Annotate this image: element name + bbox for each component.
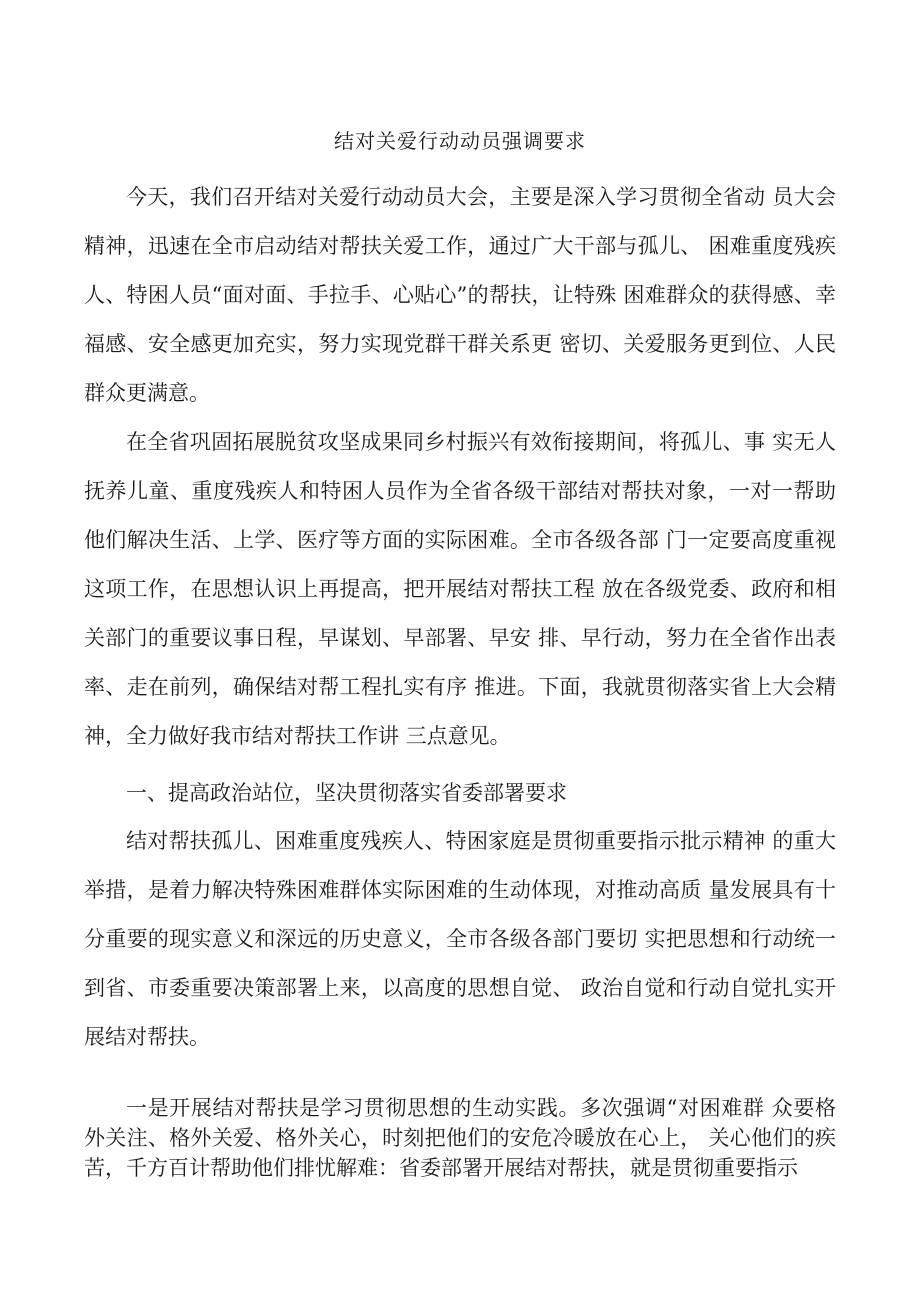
paragraph-context: 在全省巩固拓展脱贫攻坚成果同乡村振兴有效衔接期间，将孤儿、事 实无人抚养儿童、重度残疾人和特困人员作为全省各级干部结对帮扶对象，一对一帮助他们解决生活、上学、医疗等方面的实际困难。全市各级各部 门一定要高度重视这项工作，在思想认识上再提高，把开展结对帮扶工程 放在各级党委、政府和相关部门的重要议事日程，早谋划、早部署、早安 排、早行动，努力在全省作出表率、走在前列，确保结对帮工程扎实有序 推进。下面，我就贯彻落实省上大会精神，全力做好我市结对帮扶工作讲 三点意见。	[84, 430, 836, 748]
section-heading: 一、提高政治站位，坚决贯彻落实省委部署要求	[126, 781, 567, 805]
document-title: 结对关爱行动动员强调要求	[334, 129, 586, 153]
paragraph-intro: 今天，我们召开结对关爱行动动员大会，主要是深入学习贯彻全省动 员大会精神，迅速在全市启动结对帮扶关爱工作，通过广大干部与孤儿、 困难重度残疾人、特困人员“面对面、手拉手、心贴心”的帮扶，让特殊 困难群众的获得感、幸福感、安全感更加充实，努力实现党群干群关系更 密切、关爱服务更到位、人民群众更满意。	[84, 185, 836, 405]
paragraph-point-one: 一是开展结对帮扶是学习贯彻思想的生动实践。多次强调“对困难群 众要格外关注、格外关爱、格外关心，时刻把他们的安危冷暖放在心上， 关心他们的疾苦，千方百计帮助他们排忧解难：省委部署开展结对帮扶，就是贯彻重要指示	[84, 1096, 836, 1180]
paragraph-section-body: 结对帮扶孤儿、困难重度残疾人、特困家庭是贯彻重要指示批示精神 的重大举措，是着力解决特殊困难群体实际困难的生动体现，对推动高质 量发展具有十分重要的现实意义和深远的历史意义，全市各级各部门要切 实把思想和行动统一到省、市委重要决策部署上来，以高度的思想自觉、 政治自觉和行动自觉扎实开展结对帮扶。	[84, 829, 836, 1049]
